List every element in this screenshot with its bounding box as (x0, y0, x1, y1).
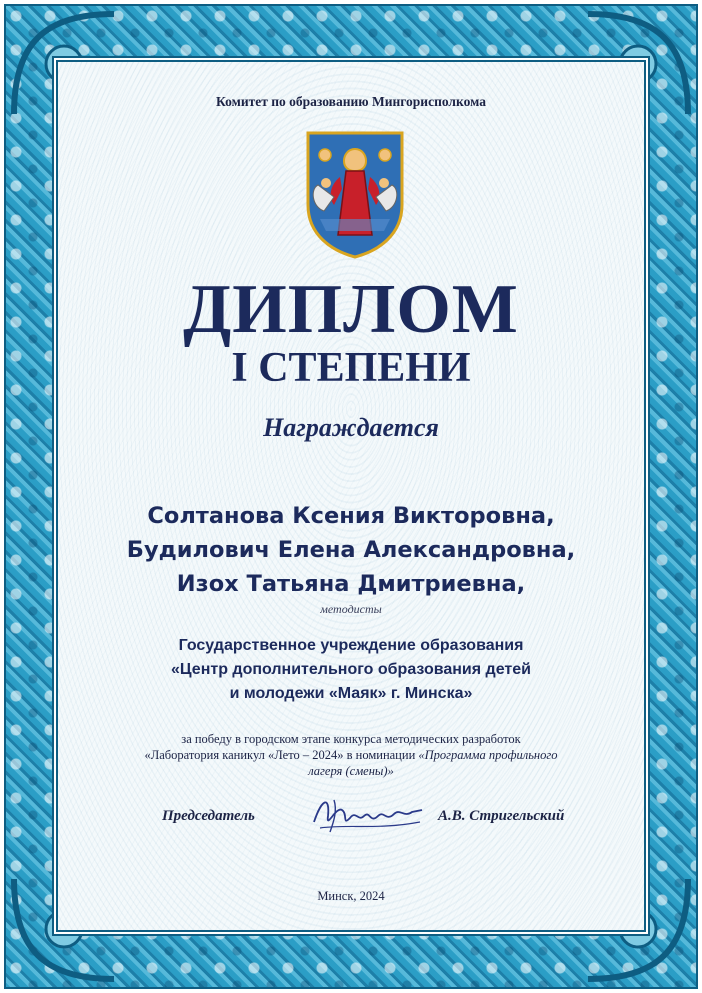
handwritten-signature (308, 792, 428, 838)
recipient-name: Будилович Елена Александровна, (126, 537, 576, 563)
organization-line: «Центр дополнительного образования детей (171, 661, 531, 678)
organization-line: и молодежи «Маяк» г. Минска» (229, 685, 473, 702)
signer-name: А.В. Стригельский (438, 808, 565, 824)
reason-line: за победу в городском этапе конкурса методических разработок (181, 732, 521, 746)
chairman-title: Председатель (162, 808, 255, 824)
reason-line (0, 747, 702, 763)
diploma-title: ДИПЛОМ (183, 271, 519, 348)
awarded-label: Награждается (263, 413, 439, 442)
recipients-role: методисты (320, 602, 382, 616)
reason-nomination: «Программа профильного (418, 748, 558, 762)
minsk-coat-of-arms-icon (300, 127, 410, 259)
award-reason (0, 731, 702, 779)
recipient-name: Солтанова Ксения Викторовна, (147, 503, 555, 529)
signature-row (0, 800, 702, 840)
organization-name (0, 634, 702, 706)
recipient-name: Изох Татьяна Дмитриевна, (176, 571, 526, 597)
recipients-list (0, 499, 702, 601)
reason-contest: «Лаборатория каникул «Лето – 2024» в номинации (144, 748, 416, 762)
diploma-degree: I СТЕПЕНИ (231, 345, 471, 391)
city-year: Минск, 2024 (317, 889, 385, 903)
committee-name: Комитет по образованию Мингорисполкома (216, 94, 486, 109)
reason-line: лагеря (смены)» (308, 764, 394, 778)
organization-line: Государственное учреждение образования (178, 637, 524, 654)
